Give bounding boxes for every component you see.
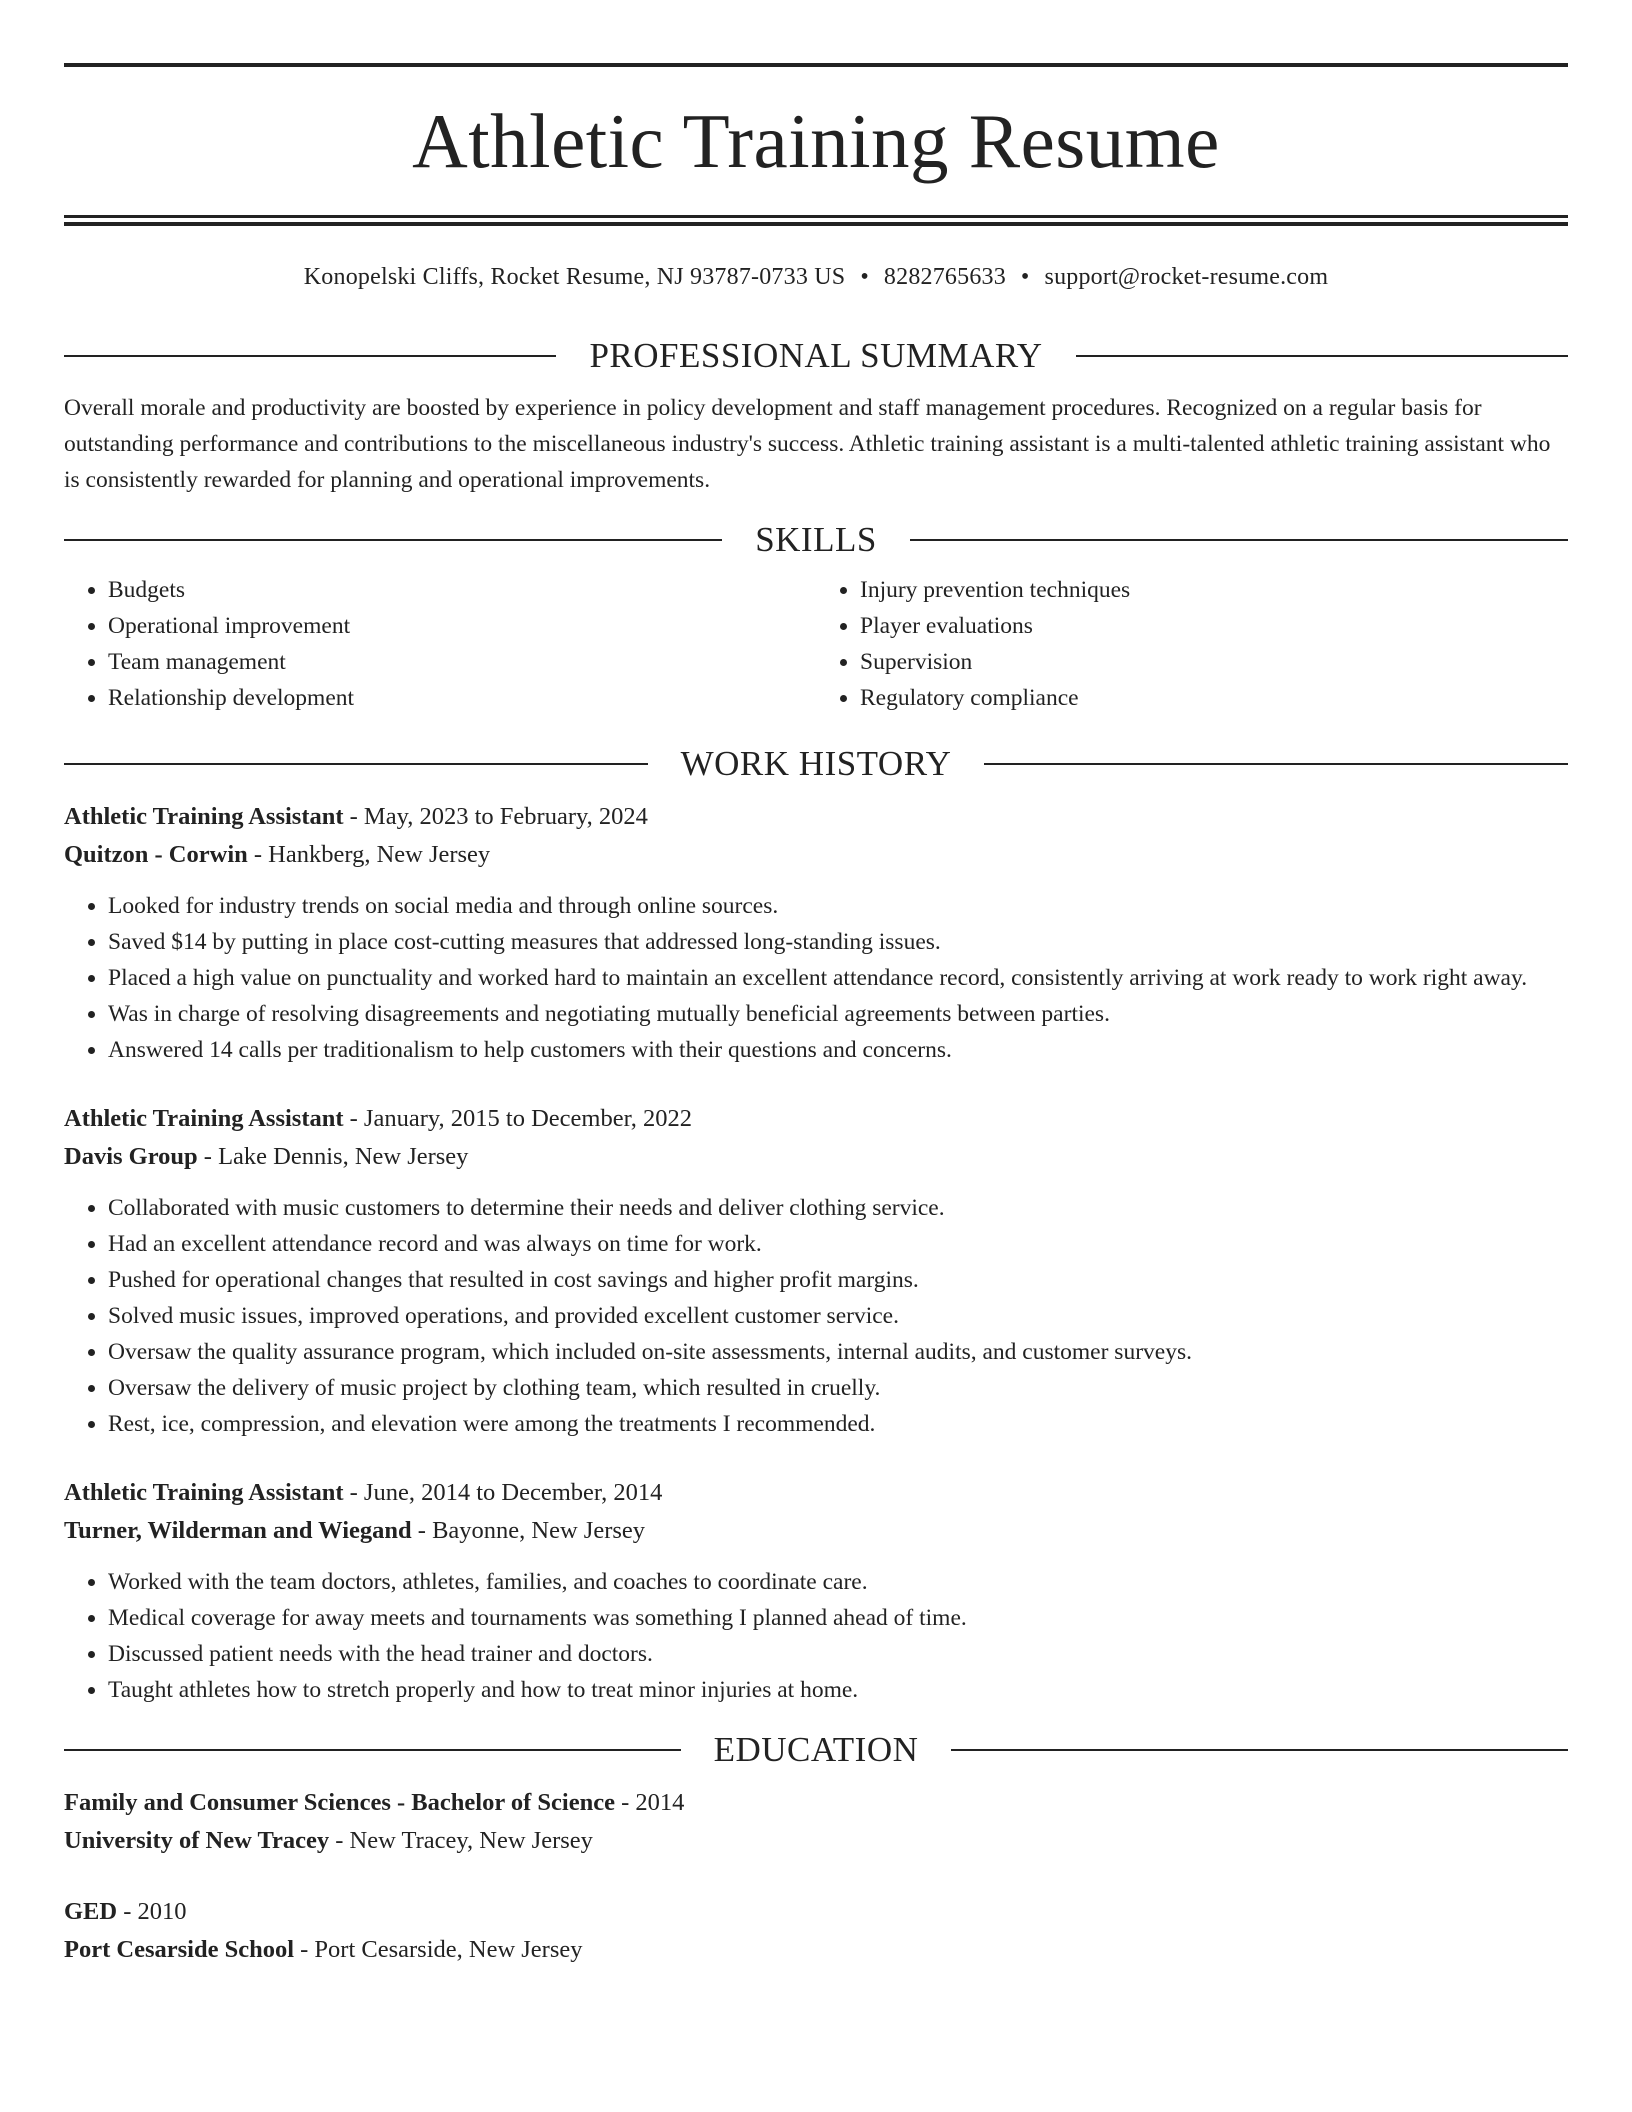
skill-item: • Supervision	[860, 644, 1568, 680]
job-bullet: • Had an excellent attendance record and was always on time for work.	[108, 1226, 1568, 1262]
education-degree-line	[64, 1784, 1568, 1822]
job-company-line	[64, 1512, 1568, 1550]
education-year: - 2014	[614, 1789, 685, 1816]
section-header-skills	[64, 518, 1568, 562]
education-degree: Family and Consumer Sciences - Bachelor of Science	[64, 1789, 615, 1816]
job-entry	[64, 1474, 1568, 1708]
skill-item: • Injury prevention techniques	[860, 572, 1568, 608]
section-title-work: WORK HISTORY	[680, 744, 952, 783]
job-bullet: • Oversaw the quality assurance program, which included on-site assessments, internal audits, and customer surveys.	[108, 1334, 1568, 1370]
top-rule	[64, 63, 1568, 67]
contact-phone: 8282765633	[883, 264, 1006, 290]
job-location: - Lake Dennis, New Jersey	[197, 1143, 469, 1170]
education-location: - New Tracey, New Jersey	[329, 1827, 593, 1854]
job-company: Quitzon - Corwin	[64, 841, 248, 868]
divider-line	[64, 539, 722, 541]
job-bullets	[64, 888, 1568, 1068]
skill-item: • Budgets	[108, 572, 816, 608]
title-double-rule	[64, 215, 1568, 226]
job-bullet: • Was in charge of resolving disagreements and negotiating mutually beneficial agreements between parties.	[108, 996, 1568, 1032]
job-entry	[64, 1100, 1568, 1442]
education-location: - Port Cesarside, New Jersey	[294, 1936, 583, 1963]
job-title-line	[64, 1100, 1568, 1138]
job-bullet: • Placed a high value on punctuality and worked hard to maintain an excellent attendance record, consistently arriving at work ready to work right away.	[108, 960, 1568, 996]
job-bullets	[64, 1564, 1568, 1708]
job-dates: - May, 2023 to February, 2024	[343, 803, 648, 830]
education-school-line	[64, 1931, 1568, 1969]
section-header-education	[64, 1728, 1568, 1772]
job-company-line	[64, 1138, 1568, 1176]
divider-line	[984, 763, 1568, 765]
education-school: Port Cesarside School	[64, 1936, 294, 1963]
job-company-line	[64, 836, 1568, 874]
job-company: Turner, Wilderman and Wiegand	[64, 1517, 412, 1544]
job-title: Athletic Training Assistant	[64, 1479, 344, 1506]
contact-separator: •	[1020, 264, 1030, 290]
page-title: Athletic Training Resume	[412, 98, 1220, 184]
education-school: University of New Tracey	[64, 1827, 330, 1854]
job-bullet: • Taught athletes how to stretch properly and how to treat minor injuries at home.	[108, 1672, 1568, 1708]
job-entry	[64, 798, 1568, 1068]
section-header-summary	[64, 334, 1568, 378]
education-school-line	[64, 1822, 1568, 1860]
education-year: - 2010	[117, 1898, 187, 1925]
contact-separator: •	[860, 264, 869, 290]
divider-line	[910, 539, 1568, 541]
job-location: - Hankberg, New Jersey	[247, 841, 491, 868]
section-title-skills: SKILLS	[755, 520, 877, 559]
section-header-work	[64, 742, 1568, 786]
job-bullet: • Rest, ice, compression, and elevation were among the treatments I recommended.	[108, 1406, 1568, 1442]
job-bullets	[64, 1190, 1568, 1442]
summary-text: Overall morale and productivity are boosted by experience in policy development and staff management procedures. Recognized on a regular basis for outstanding performance and contributions to the miscellaneous industry's success. Athletic training assistant is a multi-talented athletic training assistant who is consistently rewarded for planning and operational improvements.	[64, 395, 1551, 493]
job-bullet: • Saved $14 by putting in place cost-cutting measures that addressed long-standing issues.	[108, 924, 1568, 960]
job-bullet: • Answered 14 calls per traditionalism to help customers with their questions and concerns.	[108, 1032, 1568, 1068]
skills-column-left	[64, 572, 816, 716]
contact-address: Konopelski Cliffs, Rocket Resume, NJ 93787-0733 US	[303, 264, 846, 290]
contact-email: support@rocket-resume.com	[1044, 264, 1329, 290]
job-title: Athletic Training Assistant	[64, 803, 344, 830]
education-entry	[64, 1893, 1568, 1969]
skill-item: • Player evaluations	[860, 608, 1568, 644]
skills-list	[64, 572, 1568, 716]
education-entry	[64, 1784, 1568, 1860]
job-bullet: • Discussed patient needs with the head trainer and doctors.	[108, 1636, 1568, 1672]
divider-line	[951, 1749, 1568, 1751]
job-title-line	[64, 1474, 1568, 1512]
contact-line	[64, 262, 1568, 292]
education-degree-line	[64, 1893, 1568, 1931]
job-company: Davis Group	[64, 1143, 198, 1170]
skill-item: • Operational improvement	[108, 608, 816, 644]
job-dates: - January, 2015 to December, 2022	[343, 1105, 693, 1132]
divider-line	[64, 763, 648, 765]
job-bullet: • Worked with the team doctors, athletes, families, and coaches to coordinate care.	[108, 1564, 1568, 1600]
job-bullet: • Collaborated with music customers to determine their needs and deliver clothing service.	[108, 1190, 1568, 1226]
skill-item: • Team management	[108, 644, 816, 680]
skills-column-right	[816, 572, 1568, 716]
job-title-line	[64, 798, 1568, 836]
section-title-education: EDUCATION	[713, 1730, 919, 1769]
job-bullet: • Oversaw the delivery of music project by clothing team, which resulted in cruelly.	[108, 1370, 1568, 1406]
job-bullet: • Looked for industry trends on social media and through online sources.	[108, 888, 1568, 924]
skill-item: • Relationship development	[108, 680, 816, 716]
education-degree: GED	[64, 1898, 118, 1925]
skill-item: • Regulatory compliance	[860, 680, 1568, 716]
divider-line	[1076, 355, 1568, 357]
section-title-summary: PROFESSIONAL SUMMARY	[589, 336, 1043, 375]
job-bullet: • Medical coverage for away meets and tournaments was something I planned ahead of time.	[108, 1600, 1568, 1636]
job-dates: - June, 2014 to December, 2014	[343, 1479, 663, 1506]
job-bullet: • Pushed for operational changes that resulted in cost savings and higher profit margins.	[108, 1262, 1568, 1298]
job-location: - Bayonne, New Jersey	[411, 1517, 646, 1544]
job-title: Athletic Training Assistant	[64, 1105, 344, 1132]
divider-line	[64, 1749, 681, 1751]
job-bullet: • Solved music issues, improved operations, and provided excellent customer service.	[108, 1298, 1568, 1334]
divider-line	[64, 355, 556, 357]
